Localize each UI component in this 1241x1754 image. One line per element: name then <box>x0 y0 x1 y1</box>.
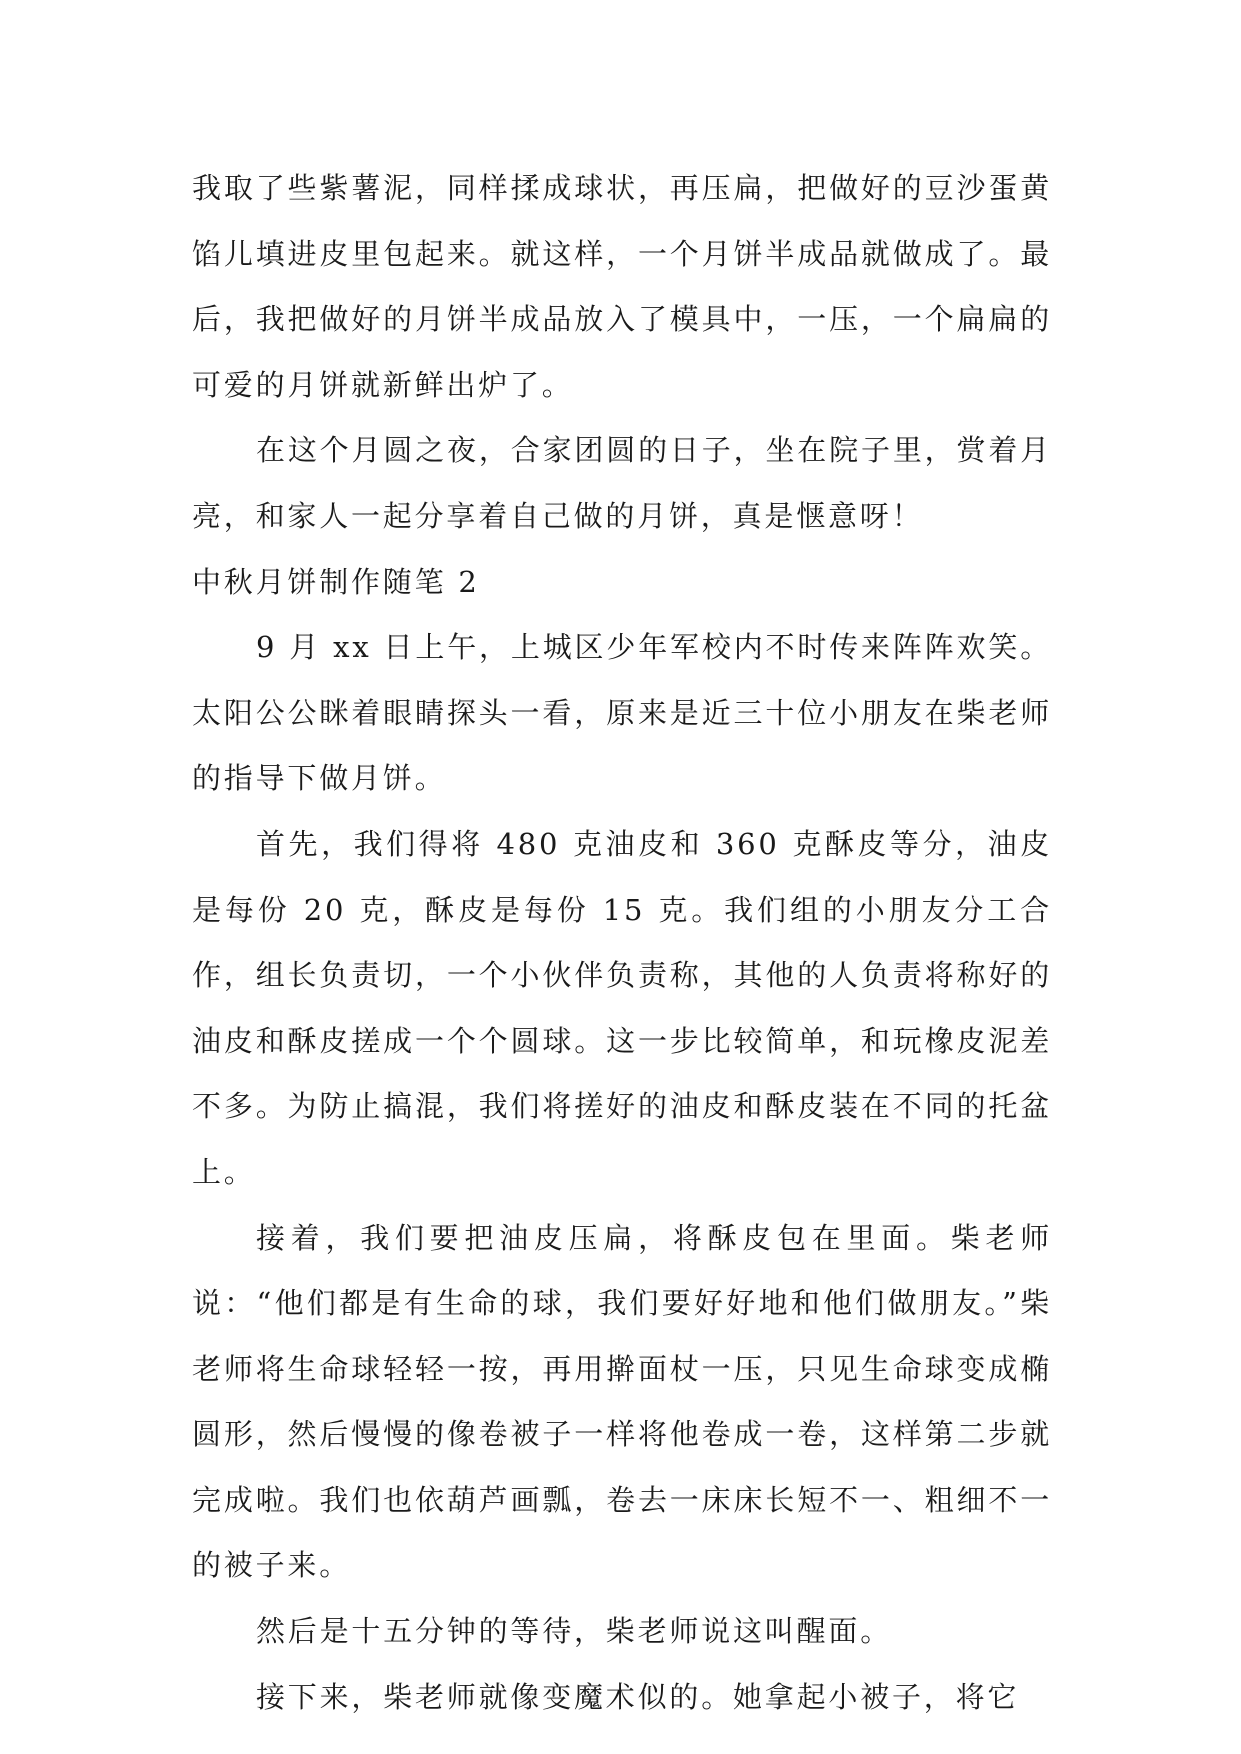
paragraph-5: 接着，我们要把油皮压扁，将酥皮包在里面。柴老师说：“他们都是有生命的球，我们要好好地和他们做朋友。”柴老师将生命球轻轻一按，再用擀面杖一压，只见生命球变成椭圆形，然后慢慢的像卷被子一样将他卷成一卷，这样第二步就完成啦。我们也依葫芦画瓢，卷去一床床长短不一、粗细不一的被子来。 <box>192 1220 1052 1583</box>
paragraph-3: 9 月 xx 日上午，上城区少年军校内不时传来阵阵欢笑。太阳公公眯着眼睛探头一看，原来是近三十位小朋友在柴老师的指导下做月饼。 <box>192 630 1052 796</box>
paragraph-7: 接下来，柴老师就像变魔术似的。她拿起小被子，将它 <box>256 1679 1020 1714</box>
document-body <box>192 156 1052 1730</box>
paragraph-6: 然后是十五分钟的等待，柴老师说这叫醒面。 <box>256 1614 893 1649</box>
paragraph-2: 在这个月圆之夜，合家团圆的日子，坐在院子里，赏着月亮，和家人一起分享着自己做的月饼，真是惬意呀！ <box>192 433 1052 533</box>
paragraph-4: 首先，我们得将 480 克油皮和 360 克酥皮等分，油皮是每份 20 克，酥皮是每份 15 克。我们组的小朋友分工合作，组长负责切，一个小伙伴负责称，其他的人负责将称好的油皮和酥皮搓成一个个圆球。这一步比较简单，和玩橡皮泥差不多。为防止搞混，我们将搓好的油皮和酥皮装在不同的托盆上。 <box>192 826 1052 1189</box>
section-heading: 中秋月饼制作随笔 2 <box>192 564 480 599</box>
paragraph-1: 我取了些紫薯泥，同样揉成球状，再压扁，把做好的豆沙蛋黄馅儿填进皮里包起来。就这样，一个月饼半成品就做成了。最后，我把做好的月饼半成品放入了模具中，一压，一个扁扁的可爱的月饼就新鲜出炉了。 <box>192 171 1052 402</box>
